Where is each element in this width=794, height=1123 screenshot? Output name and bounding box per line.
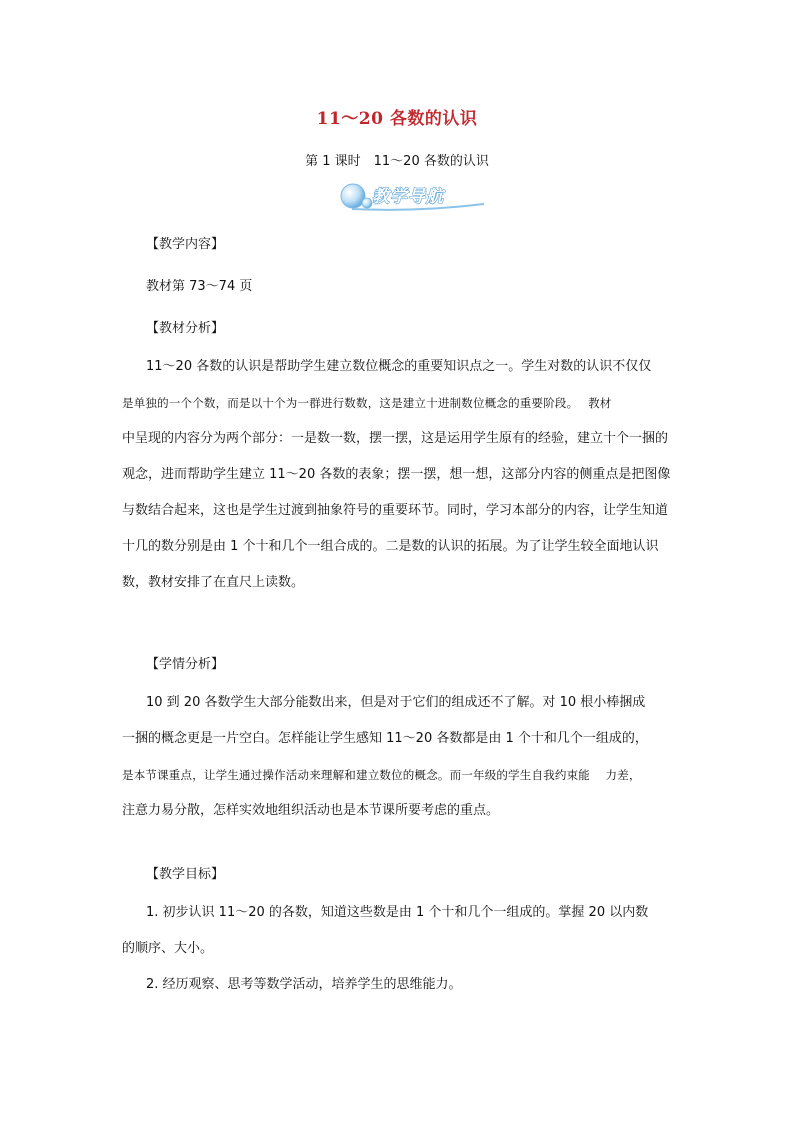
- teaching-guide-banner: [338, 178, 486, 218]
- paragraph-line: 数，教材安排了在直尺上读数。: [122, 575, 305, 590]
- goal-item: 1. 初步认识 11～20 的各数，知道这些数是由 1 个十和几个一组成的。掌握 20 以内数: [146, 905, 649, 920]
- goals-list: [122, 895, 682, 1003]
- content-text: 教材第 73～74 页: [146, 279, 253, 294]
- section-heading-content: 【教学内容】: [146, 237, 225, 252]
- paragraph-line: 十几的数分别是由 1 个十和几个一组合成的。二是数的认识的拓展。为了让学生较全面地认识: [122, 539, 659, 554]
- paragraph-line: 一捆的概念更是一片空白。怎样能让学生感知 11～20 各数都是由 1 个十和几个一组成的，: [122, 731, 648, 746]
- paragraph-line: 注意力易分散，怎样实效地组织活动也是本节课所要考虑的重点。: [122, 803, 500, 818]
- lesson-subtitle: 第 1 课时 11～20 各数的认识: [305, 154, 489, 169]
- page-title: 11～20 各数的认识: [316, 109, 478, 129]
- paragraph-line: 与数结合起来，这也是学生过渡到抽象符号的重要环节。同时，学习本部分的内容，让学生知道: [122, 503, 669, 518]
- student-paragraph: [122, 685, 682, 829]
- paragraph-line: 10 到 20 各数学生大部分能数出来，但是对于它们的组成还不了解。对 10 根小棒捆成: [146, 695, 646, 710]
- paragraph-line: 是单独的一个个数，而是以十个为一群进行数数，这是建立十进制数位概念的重要阶段。 教材: [122, 396, 612, 410]
- banner-label: 教学导航: [372, 187, 444, 207]
- section-heading-student: 【学情分析】: [146, 657, 225, 672]
- paragraph-line: 11～20 各数的认识是帮助学生建立数位概念的重要知识点之一。学生对数的认识不仅仅: [146, 359, 652, 374]
- goal-item: 2. 经历观察、思考等数学活动，培养学生的思维能力。: [146, 977, 462, 992]
- section-heading-analysis: 【教材分析】: [146, 321, 225, 336]
- paragraph-line: 中呈现的内容分为两个部分：一是数一数，摆一摆，这是运用学生原有的经验，建立十个一捆的: [122, 431, 669, 446]
- section-heading-goals: 【教学目标】: [146, 867, 225, 882]
- analysis-paragraph: [122, 349, 682, 601]
- paragraph-line: 观念，进而帮助学生建立 11～20 各数的表象；摆一摆，想一想，这部分内容的侧重点是把图像: [122, 467, 671, 482]
- paragraph-line: 是本节课重点，让学生通过操作活动来理解和建立数位的概念。而一年级的学生自我约束能 力差，: [122, 768, 641, 782]
- bubble-icon: [341, 184, 365, 208]
- goal-item-continuation: 的顺序、大小。: [122, 941, 214, 956]
